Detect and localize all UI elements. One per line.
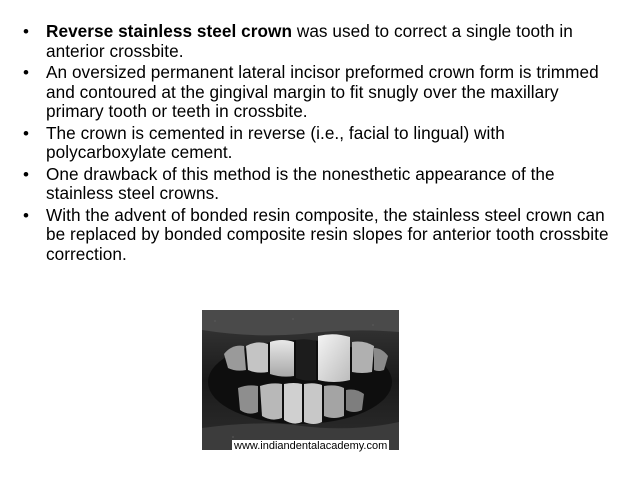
dental-photo-illustration: [202, 310, 399, 450]
bullet-item-5: [22, 206, 612, 265]
bullet-marker: •: [23, 63, 30, 82]
footer-url: www.indiandentalacademy.com: [234, 440, 388, 452]
bullet-list: [22, 22, 612, 266]
bullet-text: An oversized permanent lateral incisor preformed crown form is trimmed and contoured at the gingival margin to fit snugly over the maxillary primary tooth or teeth in crossbite.: [46, 62, 599, 121]
bullet-bold-lead: Reverse stainless steel crown: [46, 21, 293, 41]
bullet-text: One drawback of this method is the nonesthetic appearance of the stainless steel crowns.: [46, 163, 555, 203]
bullet-item-1: [22, 22, 612, 61]
bullet-item-2: [22, 63, 612, 122]
bullet-item-4: [22, 165, 612, 204]
bullet-marker: •: [23, 22, 30, 41]
bullet-text: With the advent of bonded resin composite, the stainless steel crown can be replaced by bonded composite resin slopes for anterior tooth crossbite correction.: [46, 204, 609, 264]
dental-photo: [202, 310, 399, 450]
bullet-text: The crown is cemented in reverse (i.e., facial to lingual) with polycarboxylate cement.: [46, 122, 505, 162]
bullet-text: was used to correct a single tooth in anterior crossbite.: [46, 21, 573, 61]
bullet-marker: •: [23, 205, 30, 225]
bullet-marker: •: [23, 164, 30, 184]
bullet-item-3: [22, 124, 612, 163]
bullet-marker: •: [23, 123, 30, 143]
